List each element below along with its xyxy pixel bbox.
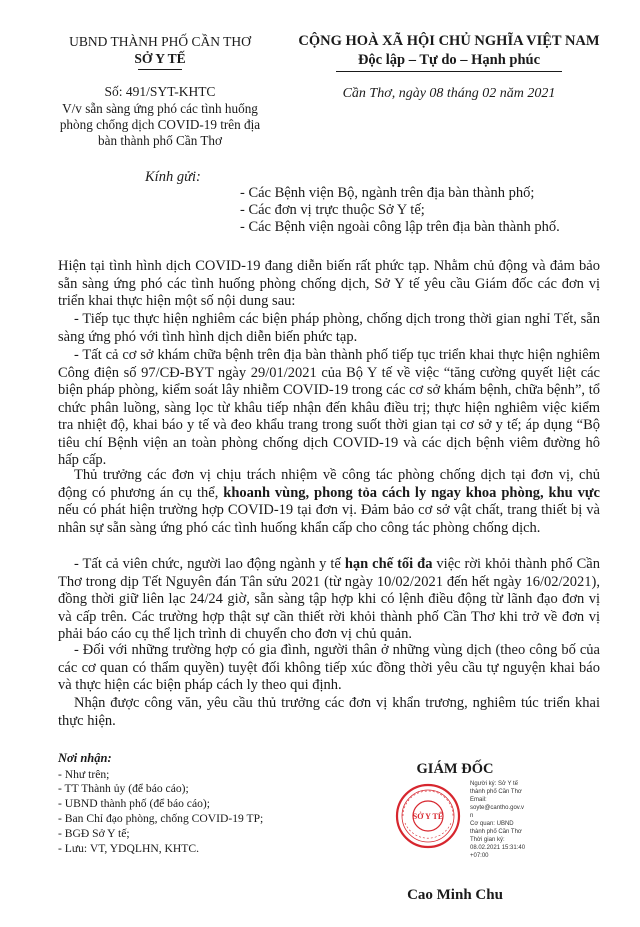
digital-signature-line: +07:00	[470, 853, 489, 859]
digital-signature-line: soyte@cantho.gov.v	[470, 805, 525, 811]
body-paragraph: - Tiếp tục thực hiện nghiêm các biện pháp phòng, chống dịch trong thời gian nghỉ Tết, sẵn sàng ứng phó với tình hình dịch diễn biến phức tạp.	[58, 311, 600, 345]
digital-signature-line: thành phố Cần Thơ	[470, 789, 522, 795]
issuing-authority: UBND THÀNH PHỐ CẦN THƠ	[69, 34, 251, 49]
header-right-underline	[336, 71, 562, 72]
body-paragraph: Hiện tại tình hình dịch COVID-19 đang diễn biến rất phức tạp. Nhằm chủ động và đảm bảo sẵn sàng ứng phó các tình huống phòng chống dịch, Sở Y tế yêu cầu Giám đốc các đơn vị triển khai thực hiện một số nội dung sau:	[58, 258, 600, 309]
digital-signature-line: thành phố Cần Thơ	[470, 829, 522, 835]
distribution-item: - UBND thành phố (để báo cáo);	[58, 797, 210, 810]
digital-signature-info	[470, 780, 550, 860]
digital-signature-line: Email:	[470, 797, 487, 803]
subject-line: phòng chống dịch COVID-19 trên địa	[59, 117, 261, 132]
recipient-item: - Các đơn vị trực thuộc Sở Y tế;	[240, 202, 425, 218]
body-text: Thủ trưởng các đơn vị chịu trách nhiệm về công tác phòng chống dịch tại đơn vị, chủ động có phương án cụ thể,	[58, 467, 600, 501]
official-seal-icon	[395, 783, 461, 849]
document-subject	[30, 101, 290, 149]
subject-line: V/v sẵn sàng ứng phó các tình huống	[62, 101, 258, 116]
header-left-underline	[138, 69, 182, 70]
issuing-department: SỞ Y TẾ	[134, 51, 186, 66]
recipient-item: - Các Bệnh viện ngoài công lập trên địa bàn thành phố.	[240, 219, 560, 235]
body-emphasis: khoanh vùng, phong tỏa cách ly ngay khoa phòng, khu vực	[223, 484, 600, 501]
body-paragraph: - Đối với những trường hợp có gia đình, người thân ở những vùng dịch (theo công bố của các cơ quan có thẩm quyền) tuyệt đối không tiếp xúc đồng thời yêu cầu tự nguyện khai báo và thực hiện các biện pháp cách ly theo qui định.	[58, 642, 600, 693]
distribution-item: - Lưu: VT, YDQLHN, KHTC.	[58, 842, 199, 855]
recipient-item: - Các Bệnh viện Bộ, ngành trên địa bàn thành phố;	[240, 185, 535, 201]
body-text: việc rời khỏi thành phố Cần Thơ trong dịp Tết Nguyên đán Tân sửu 2021 (từ ngày 10/02/2021 đến hết ngày 16/02/2021), đồng thời giữ liên lạc 24/24 giờ, sẵn sàng tập hợp khi có lệnh điều động từ lãnh đạo đơn vị và cấp trên. Các trường hợp thật sự cần thiết rời khỏi thành phố Cần Thơ khi trở về đơn vị phải báo cáo cụ thể lịch trình di chuyển cho đơn vị chủ quản.	[58, 556, 600, 642]
distribution-item: - Như trên;	[58, 768, 110, 781]
body-text: nếu có phát hiện trường hợp COVID-19 tại đơn vị. Đảm bảo cơ sở vật chất, trang thiết bị và nhân sự sẵn sàng ứng phó các tình huống khẩn cấp cho công tác phòng chống dịch.	[58, 502, 600, 536]
digital-signature-line: Thời gian ký:	[470, 837, 505, 843]
digital-signature-line: n	[470, 813, 474, 819]
body-paragraph: Nhận được công văn, yêu cầu thủ trưởng các đơn vị khẩn trương, nghiêm túc triển khai thực hiện.	[58, 695, 600, 729]
digital-signature-line: 08.02.2021 15:31:40	[470, 845, 526, 851]
digital-signature-line: Người ký: Sở Y tế	[470, 781, 519, 787]
digital-signature-line: Cơ quan: UBND	[470, 821, 514, 827]
body-paragraph: - Tất cả cơ sở khám chữa bệnh trên địa bàn thành phố tiếp tục triển khai thực hiện nghiêm Công điện số 97/CĐ-BYT ngày 29/01/2021 của Bộ Y tế về việc “tăng cường quyết liệt các biện pháp phòng, kiểm soát lây nhiễm COVID-19 trong các cơ sở khám bệnh, chữa bệnh”, tổ chức phân luồng, sàng lọc từ khâu tiếp nhận đến khâu điều trị; thực hiện nghiêm việc kiểm tra nhiệt độ, khai báo y tế và đeo khẩu trang trong suốt thời gian tại cơ sở y tế; áp dụng “Bộ tiêu chí Bệnh viện an toàn phòng chống dịch COVID-19 và các dịch bệnh viêm đường hô hấp cấp.	[58, 347, 600, 468]
body-paragraph	[58, 467, 600, 537]
national-title: CỘNG HOÀ XÃ HỘI CHỦ NGHĨA VIỆT NAM	[298, 33, 600, 49]
distribution-item: - BGĐ Sở Y tế;	[58, 827, 130, 840]
body-paragraph	[58, 556, 600, 644]
svg-text:SỞ Y TẾ: SỞ Y TẾ	[412, 812, 444, 821]
document-date: Cần Thơ, ngày 08 tháng 02 năm 2021	[342, 86, 556, 101]
body-emphasis: hạn chế tối đa	[344, 556, 433, 572]
recipients-label: Kính gửi:	[145, 169, 201, 185]
body-text: - Tất cả viên chức, người lao động ngành y tế	[74, 556, 345, 572]
distribution-item: - TT Thành ủy (để báo cáo);	[58, 782, 189, 795]
distribution-item: - Ban Chỉ đạo phòng, chống COVID-19 TP;	[58, 812, 264, 825]
distribution-label: Nơi nhận:	[58, 751, 112, 765]
subject-line: bàn thành phố Cần Thơ	[98, 133, 222, 148]
document-number: Số: 491/SYT-KHTC	[104, 84, 216, 99]
national-motto: Độc lập – Tự do – Hạnh phúc	[357, 52, 541, 68]
signer-name: Cao Minh Chu	[407, 887, 503, 903]
signer-title: GIÁM ĐỐC	[416, 761, 494, 777]
